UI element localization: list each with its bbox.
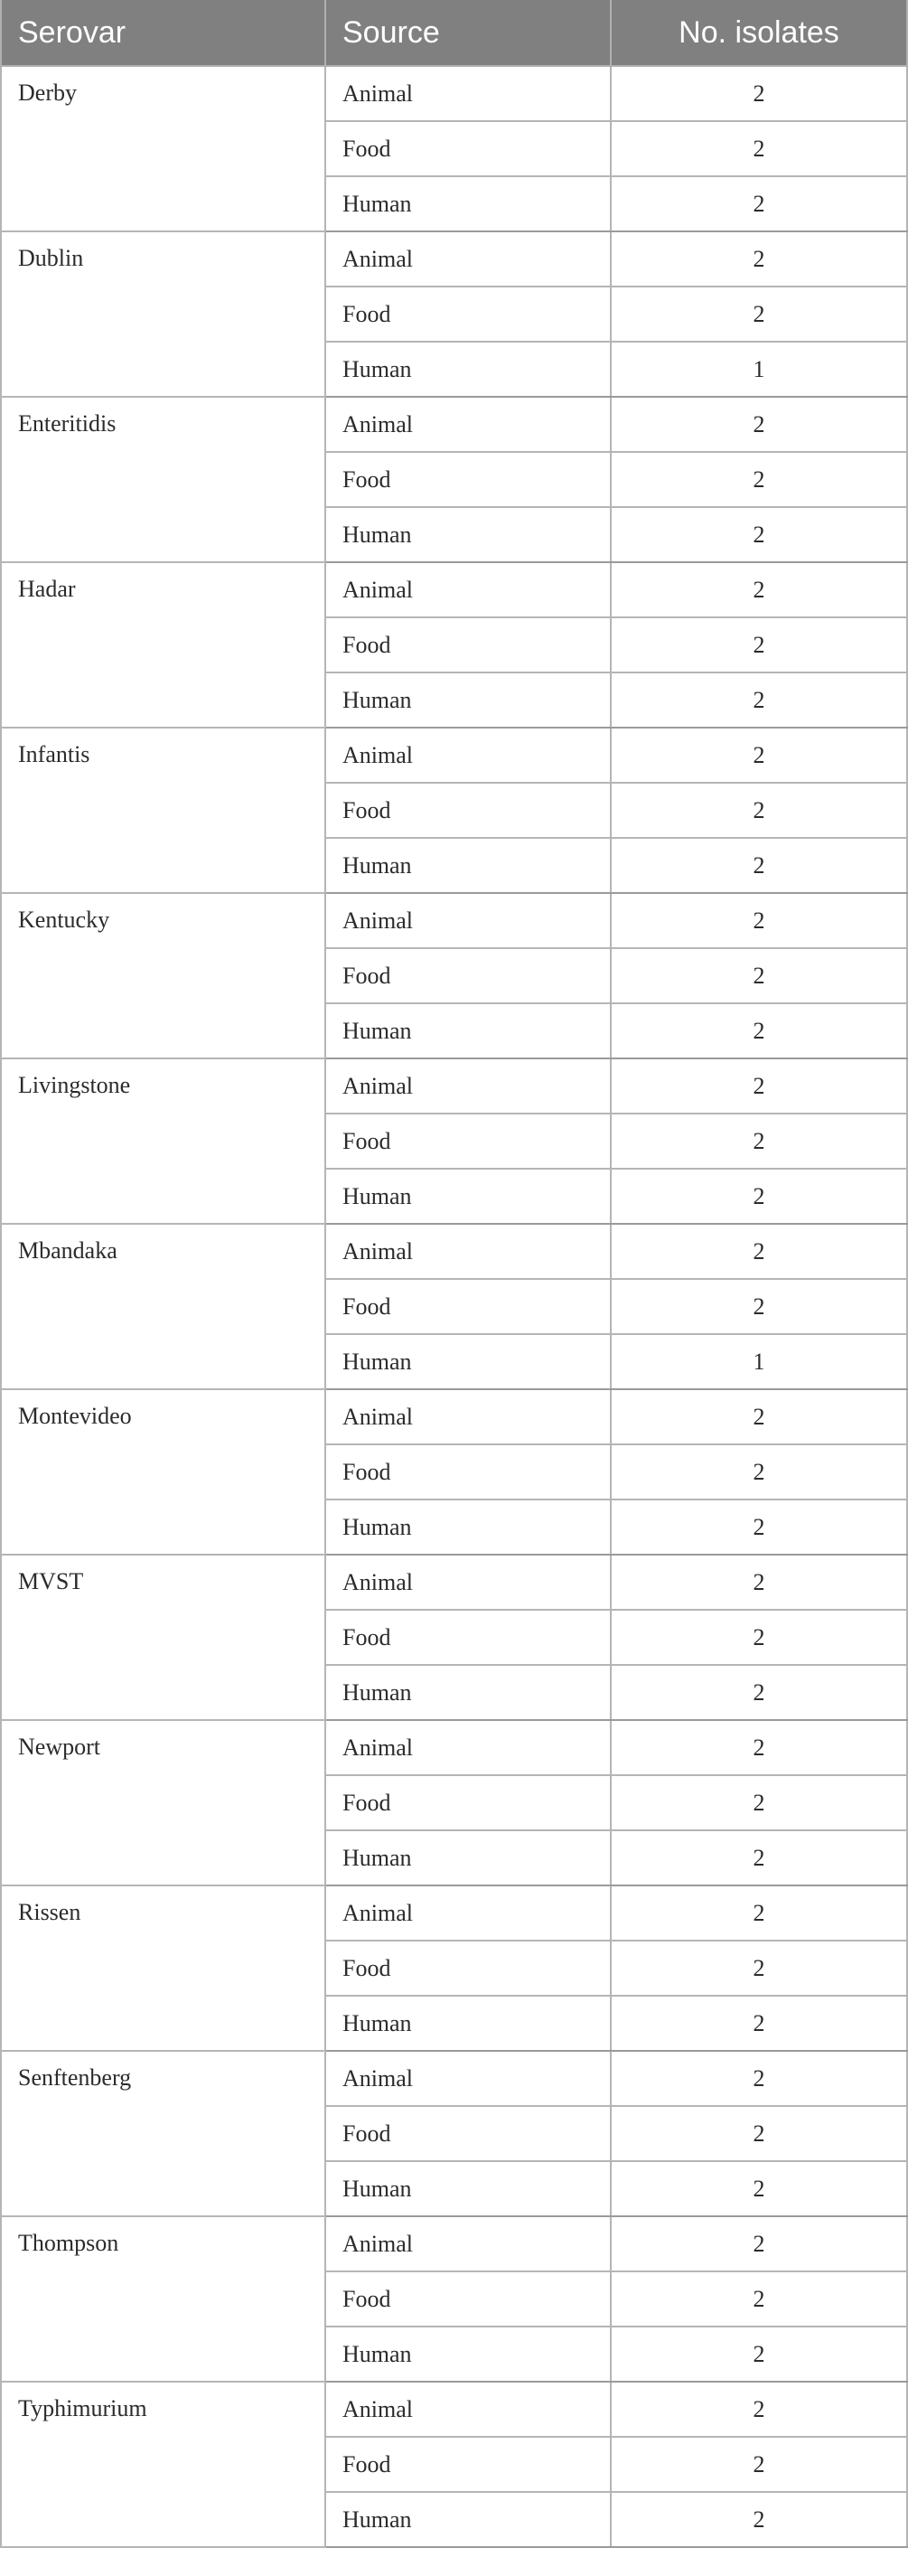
isolate-count-cell: 2 — [611, 1941, 907, 1996]
table-row — [1, 66, 907, 121]
isolate-count-cell: 2 — [611, 2271, 907, 2327]
serovar-cell: MVST — [1, 1555, 325, 1720]
source-cell: Human — [325, 1003, 611, 1058]
isolate-count-cell: 2 — [611, 397, 907, 452]
source-cell: Animal — [325, 231, 611, 287]
isolate-count-cell: 1 — [611, 1334, 907, 1389]
isolate-count-cell: 1 — [611, 342, 907, 397]
header-row — [1, 0, 907, 66]
isolate-count-cell: 2 — [611, 231, 907, 287]
serovar-cell: Montevideo — [1, 1389, 325, 1555]
serovar-cell: Livingstone — [1, 1058, 325, 1224]
source-cell: Human — [325, 1996, 611, 2051]
isolate-count-cell: 2 — [611, 1279, 907, 1334]
source-cell: Animal — [325, 1885, 611, 1941]
source-cell: Food — [325, 2271, 611, 2327]
source-cell: Food — [325, 1775, 611, 1830]
isolate-count-cell: 2 — [611, 1500, 907, 1555]
header-source: Source — [325, 0, 611, 66]
source-cell: Food — [325, 1941, 611, 1996]
serovar-cell: Enteritidis — [1, 397, 325, 562]
isolate-count-cell: 2 — [611, 2492, 907, 2547]
table-row — [1, 1885, 907, 1941]
table-row — [1, 231, 907, 287]
source-cell: Food — [325, 1279, 611, 1334]
serovar-cell: Mbandaka — [1, 1224, 325, 1389]
source-cell: Food — [325, 2437, 611, 2492]
source-cell: Food — [325, 1444, 611, 1500]
source-cell: Food — [325, 2106, 611, 2161]
isolate-count-cell: 2 — [611, 617, 907, 672]
source-cell: Human — [325, 1169, 611, 1224]
table-row — [1, 728, 907, 783]
serovar-cell: Dublin — [1, 231, 325, 397]
isolate-count-cell: 2 — [611, 1665, 907, 1720]
source-cell: Food — [325, 1114, 611, 1169]
isolate-count-cell: 2 — [611, 1114, 907, 1169]
source-cell: Human — [325, 1830, 611, 1885]
source-cell: Animal — [325, 2216, 611, 2271]
source-cell: Human — [325, 672, 611, 728]
isolate-count-cell: 2 — [611, 1885, 907, 1941]
source-cell: Food — [325, 287, 611, 342]
source-cell: Animal — [325, 1224, 611, 1279]
source-cell: Animal — [325, 893, 611, 948]
isolate-count-cell: 2 — [611, 728, 907, 783]
isolate-count-cell: 2 — [611, 948, 907, 1003]
isolate-count-cell: 2 — [611, 2161, 907, 2216]
source-cell: Animal — [325, 1058, 611, 1114]
isolate-count-cell: 2 — [611, 1058, 907, 1114]
isolate-count-cell: 2 — [611, 1003, 907, 1058]
source-cell: Animal — [325, 1555, 611, 1610]
serovar-cell: Rissen — [1, 1885, 325, 2051]
source-cell: Food — [325, 948, 611, 1003]
isolate-count-cell: 2 — [611, 176, 907, 231]
isolate-count-cell: 2 — [611, 1224, 907, 1279]
isolate-count-cell: 2 — [611, 672, 907, 728]
source-cell: Food — [325, 1610, 611, 1665]
isolate-count-cell: 2 — [611, 893, 907, 948]
isolate-count-cell: 2 — [611, 2327, 907, 2382]
source-cell: Animal — [325, 66, 611, 121]
source-cell: Animal — [325, 2382, 611, 2437]
serovar-cell: Infantis — [1, 728, 325, 893]
table-row — [1, 2051, 907, 2106]
header-no-isolates: No. isolates — [611, 0, 907, 66]
isolate-count-cell: 2 — [611, 287, 907, 342]
serovar-cell: Typhimurium — [1, 2382, 325, 2547]
source-cell: Human — [325, 1334, 611, 1389]
table-row — [1, 2216, 907, 2271]
serovar-cell: Kentucky — [1, 893, 325, 1058]
isolate-count-cell: 2 — [611, 2051, 907, 2106]
isolate-count-cell: 2 — [611, 121, 907, 176]
isolate-count-cell: 2 — [611, 783, 907, 838]
source-cell: Food — [325, 617, 611, 672]
source-cell: Animal — [325, 2051, 611, 2106]
isolate-count-cell: 2 — [611, 452, 907, 507]
isolate-count-cell: 2 — [611, 2216, 907, 2271]
source-cell: Food — [325, 783, 611, 838]
serovar-cell: Newport — [1, 1720, 325, 1885]
table-header — [1, 0, 907, 66]
isolate-count-cell: 2 — [611, 1444, 907, 1500]
table-body — [1, 66, 907, 2547]
source-cell: Food — [325, 452, 611, 507]
table-row — [1, 1389, 907, 1444]
source-cell: Animal — [325, 1389, 611, 1444]
table-row — [1, 1720, 907, 1775]
isolate-count-cell: 2 — [611, 838, 907, 893]
isolate-count-cell: 2 — [611, 2382, 907, 2437]
isolate-count-cell: 2 — [611, 1830, 907, 1885]
isolate-count-cell: 2 — [611, 1389, 907, 1444]
source-cell: Human — [325, 2327, 611, 2382]
source-cell: Food — [325, 121, 611, 176]
table-row — [1, 1224, 907, 1279]
table-row — [1, 2382, 907, 2437]
source-cell: Animal — [325, 562, 611, 617]
header-serovar: Serovar — [1, 0, 325, 66]
serovar-cell: Senftenberg — [1, 2051, 325, 2216]
table-row — [1, 397, 907, 452]
serovar-cell: Thompson — [1, 2216, 325, 2382]
source-cell: Human — [325, 507, 611, 562]
isolate-count-cell: 2 — [611, 1996, 907, 2051]
serovar-cell: Hadar — [1, 562, 325, 728]
source-cell: Human — [325, 2161, 611, 2216]
isolate-count-cell: 2 — [611, 507, 907, 562]
isolate-count-cell: 2 — [611, 1775, 907, 1830]
source-cell: Human — [325, 176, 611, 231]
table-row — [1, 562, 907, 617]
source-cell: Human — [325, 2492, 611, 2547]
source-cell: Animal — [325, 397, 611, 452]
isolate-count-cell: 2 — [611, 1555, 907, 1610]
isolate-count-cell: 2 — [611, 1610, 907, 1665]
isolate-count-cell: 2 — [611, 1169, 907, 1224]
source-cell: Human — [325, 1500, 611, 1555]
source-cell: Human — [325, 1665, 611, 1720]
serovar-cell: Derby — [1, 66, 325, 231]
table-row — [1, 893, 907, 948]
source-cell: Human — [325, 838, 611, 893]
isolate-count-cell: 2 — [611, 66, 907, 121]
source-cell: Animal — [325, 728, 611, 783]
table-row — [1, 1555, 907, 1610]
isolate-count-cell: 2 — [611, 2106, 907, 2161]
isolate-count-cell: 2 — [611, 562, 907, 617]
source-cell: Human — [325, 342, 611, 397]
isolate-count-cell: 2 — [611, 1720, 907, 1775]
table-row — [1, 1058, 907, 1114]
source-cell: Animal — [325, 1720, 611, 1775]
isolate-count-cell: 2 — [611, 2437, 907, 2492]
